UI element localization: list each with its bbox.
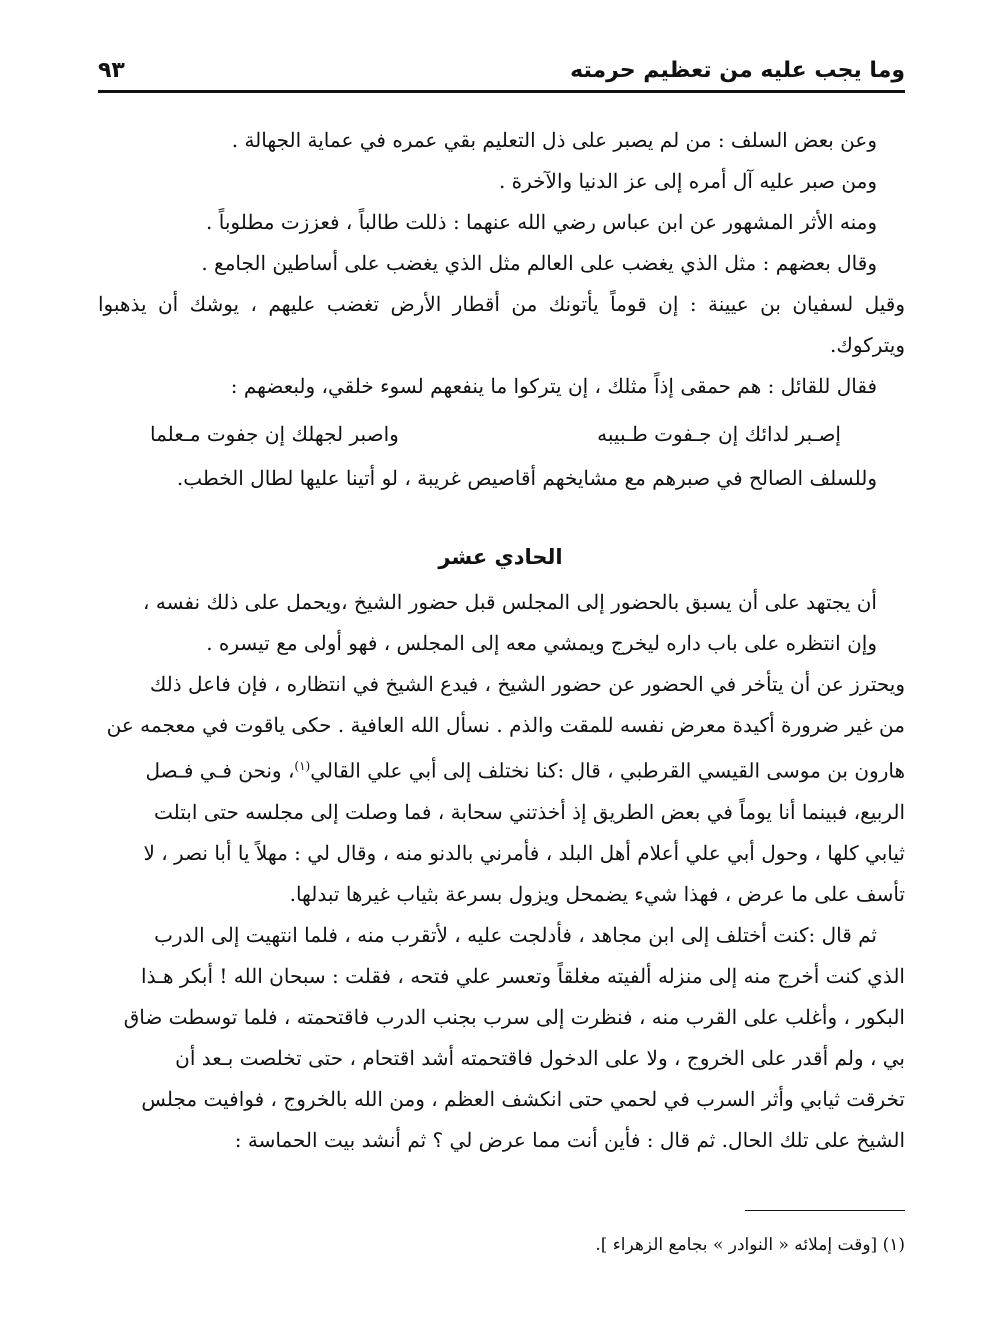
text-line: من غير ضرورة أكيدة معرض نفسه للمقت والذم . نسأل الله العافية . حكى ياقوت في معجمه عن [106, 713, 905, 737]
text-line: ويتركوك. [830, 333, 905, 357]
text-line-with-footnote [98, 746, 905, 792]
poetry-verse [150, 414, 841, 455]
text-line: أن يجتهد على أن يسبق بالحضور إلى المجلس قبل حضور الشيخ ،ويحمل على ذلك نفسه ، [143, 590, 877, 614]
text-line: وقيل لسفيان بن عيينة : إن قوماً يأتونك من أقطار الأرض تغضب عليهم ، يوشك أن يذهبوا [98, 292, 905, 316]
text-line: الشيخ على تلك الحال. ثم قال : فأين أنت مما عرض لي ؟ ثم أنشد بيت الحماسة : [234, 1127, 905, 1152]
text-line: ومنه الأثر المشهور عن ابن عباس رضي الله عنهما : ذللت طالباً ، فعززت مطلوباً . [206, 210, 877, 234]
section-body [98, 582, 905, 1161]
footnote-separator [745, 1210, 905, 1211]
text-line: ومن صبر عليه آل أمره إلى عز الدنيا والآخرة . [498, 169, 877, 193]
text-line: فقال للقائل : هم حمقى إذاً مثلك ، إن يتركوا ما ينفعهم لسوء خلقي، ولبعضهم : [230, 374, 877, 398]
text-line: الربيع، فبينما أنا يوماً في بعض الطريق إذ أخذتني سحابة ، فما وصلت إلى مجلسه حتى ابتلت [153, 799, 905, 824]
running-head-title: وما يجب عليه من تعظيم حرمته [570, 58, 905, 83]
text-line: تأسف على ما عرض ، فهذا شيء يضمحل ويزول بسرعة بثياب غيرها تبدلها. [289, 881, 905, 906]
text-segment: ، ونحن فـي فـصل [145, 758, 295, 783]
footnote-text: [وقت إملائه « النوادر » بجامع الزهراء ]. [595, 1235, 878, 1255]
text-line: تخرقت ثيابي وأثر السرب في لحمي حتى انكشف العظم ، ومن الله بالخروج ، فوافيت مجلس [141, 1086, 905, 1111]
text-line: وعن بعض السلف : من لم يصبر على ذل التعليم بقي عمره في عماية الجهالة . [231, 128, 877, 152]
text-line: وللسلف الصالح في صبرهم مع مشايخهم أقاصيص غريبة ، لو أتينا عليها لطال الخطب. [176, 466, 877, 490]
footnote-marker: (١) [882, 1235, 905, 1255]
section-title: الحادي عشر [438, 545, 563, 569]
text-line: البكور ، وأغلب على القرب منه ، فنظرت إلى سرب بجنب الدرب فاقتحمته ، فلما توسطت ضاق [123, 1004, 905, 1029]
text-line: الذي كنت أخرج منه إلى منزله ألفيته مغلقاً وتعسر علي فتحه ، فقلت : سبحان الله ! أبكر هـذا [141, 963, 905, 988]
top-paragraphs [98, 120, 905, 407]
footnote [595, 1230, 905, 1260]
text-line: ثيابي كلها ، وحول أبي علي أعلام أهل البلد ، فأمرني بالدنو منه ، وقال لي : مهلاً يا أبا نصر ، لا [143, 840, 905, 865]
verse-first-hemistich: إصـبر لدائك إن جـفوت طـبيبه [597, 422, 841, 446]
running-header [98, 52, 905, 88]
page-number: ٩٣ [98, 58, 125, 83]
text-line: بي ، ولم أقدر على الخروج ، ولا على الدخول فاقتحمته أشد اقتحام ، حتى تخلصت بـعد أن [175, 1045, 905, 1070]
header-rule [98, 90, 905, 93]
text-line: وإن انتظره على باب داره ليخرج ويمشي معه إلى المجلس ، فهو أولى مع تيسره . [206, 631, 877, 655]
text-line: ويحترز عن أن يتأخر في الحضور عن حضور الشيخ ، فيدع الشيخ في انتظاره ، فإن فاعل ذلك [149, 672, 905, 696]
verse-second-hemistich: واصبر لجهلك إن جفوت مـعلما [150, 422, 399, 446]
footnote-reference[interactable]: (١) [294, 759, 311, 773]
after-verse-paragraph [150, 458, 877, 499]
text-segment: هارون بن موسى القيسي القرطبي ، قال :كنا نختلف إلى أبي علي القالي [310, 758, 905, 783]
text-line: ثم قال :كنت أختلف إلى ابن مجاهد ، فأدلجت عليه ، لأتقرب منه ، فلما انتهيت إلى الدرب [154, 922, 877, 947]
text-line: وقال بعضهم : مثل الذي يغضب على العالم مثل الذي يغضب على أساطين الجامع . [201, 251, 877, 275]
